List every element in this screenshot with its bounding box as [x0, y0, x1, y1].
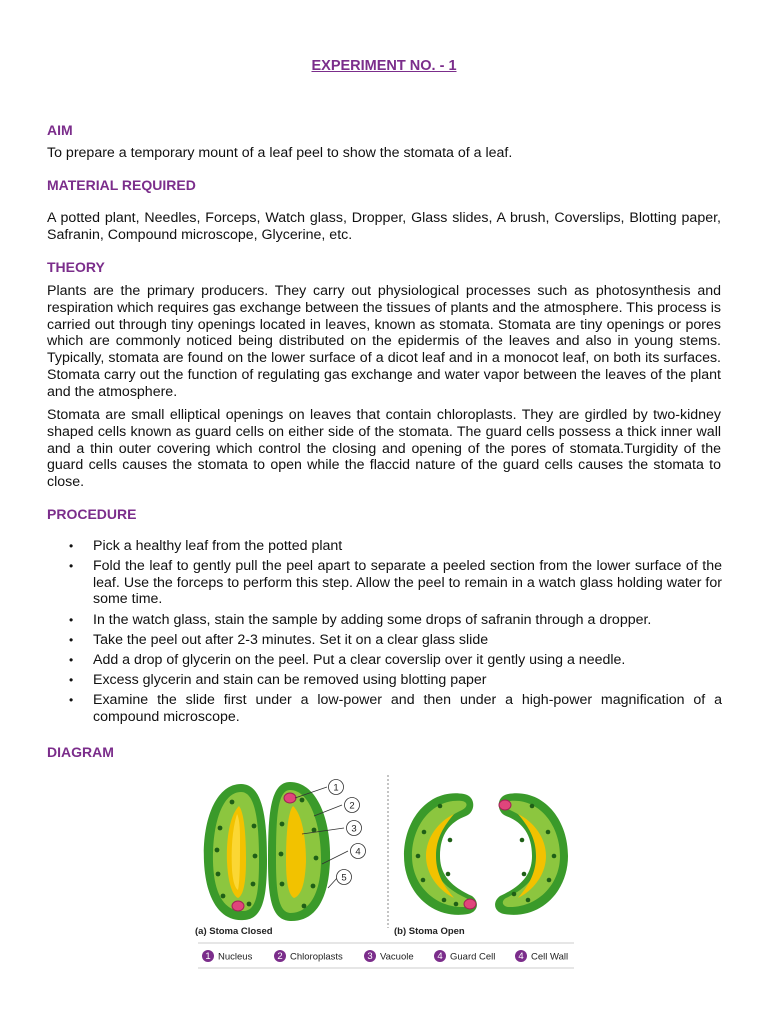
callout-2-label: 2: [349, 800, 355, 812]
open-stoma-illustration: [404, 793, 568, 915]
page-title: EXPERIMENT NO. - 1: [311, 58, 457, 74]
procedure-heading: PROCEDURE: [47, 506, 137, 522]
legend-label: Guard Cell: [450, 951, 496, 963]
nucleus-right: [284, 793, 296, 803]
theory-paragraph-2: Stomata are small elliptical openings on leaves that contain chloroplasts. They are girdled by two-kidney shaped cells known as guard cells on either side of the stomata. The guard cells possess a thick inner wall and a thin outer covering which control the closing and opening of the pores of stomata.Turgidity of the guard cells causes the stomata to open while the flaccid nature of the guard cells causes the stomata to close.: [47, 407, 721, 491]
nucleus-open-left: [464, 899, 476, 909]
procedure-step: • Pick a healthy leaf from the potted plant: [47, 538, 722, 555]
procedure-step: • Add a drop of glycerin on the peel. Put a clear coverslip over it gently using a needle.: [47, 652, 722, 669]
legend-label: Cell Wall: [531, 951, 569, 963]
procedure-step: • Excess glycerin and stain can be removed using blotting paper: [47, 672, 722, 689]
procedure-step: • Take the peel out after 2-3 minutes. Set it on a clear glass slide: [47, 632, 722, 649]
legend-num: 4: [518, 951, 524, 962]
nucleus-left: [232, 901, 244, 911]
procedure-step: • In the watch glass, stain the sample by adding some drops of safranin through a dropper.: [47, 612, 722, 629]
legend: [202, 950, 568, 963]
theory-paragraph-1: Plants are the primary producers. They carry out physiological processes such as photosynthesis and respiration which requires gas exchange between the tissues of plants and the atmosphere. This process is carried out through tiny openings located in leaves, known as stomata. Stomata are tiny openings or pores which are commonly noticed being distributed on the epidermis of the leaves and also in young stems. Typically, stomata are found on the lower surface of a dicot leaf and in a monocot leaf, on both its surfaces. Stomata carry out the function of regulating gas exchange and water vapor between the leaves of the plant and the atmosphere.: [47, 283, 721, 400]
materials-heading: MATERIAL REQUIRED: [47, 177, 196, 193]
legend-num: 3: [367, 951, 373, 962]
materials-text: A potted plant, Needles, Forceps, Watch glass, Dropper, Glass slides, A brush, Coverslips, Blotting paper, Safranin, Compound microscope, Glycerine, etc.: [47, 210, 721, 243]
callout-labels: [329, 780, 366, 885]
caption-open: (b) Stoma Open: [394, 926, 465, 937]
legend-num: 4: [437, 951, 443, 962]
legend-label: Vacuole: [380, 951, 414, 963]
legend-num: 2: [277, 951, 283, 962]
aim-text: To prepare a temporary mount of a leaf peel to show the stomata of a leaf.: [47, 145, 513, 161]
legend-label: Nucleus: [218, 951, 253, 963]
diagram-heading: DIAGRAM: [47, 744, 114, 760]
stomata-diagram: [192, 770, 578, 970]
theory-heading: THEORY: [47, 259, 105, 275]
legend-num: 1: [205, 951, 211, 962]
callout-5-label: 5: [341, 872, 347, 884]
callout-4-label: 4: [355, 846, 361, 858]
callout-1-label: 1: [333, 782, 339, 794]
callout-3-label: 3: [351, 823, 357, 835]
legend-label: Chloroplasts: [290, 951, 343, 963]
procedure-list: [47, 538, 722, 729]
caption-closed: (a) Stoma Closed: [195, 926, 273, 937]
closed-stoma-illustration: [204, 782, 330, 921]
nucleus-open-right: [499, 800, 511, 810]
procedure-step: • Examine the slide first under a low-power and then under a high-power magnification of a compound microscope.: [47, 692, 722, 725]
procedure-step: • Fold the leaf to gently pull the peel apart to separate a peeled section from the lower surface of the leaf. Use the forceps to perform this step. Allow the peel to remain in a watch glass holding water for some time.: [47, 558, 722, 608]
aim-heading: AIM: [47, 122, 73, 138]
